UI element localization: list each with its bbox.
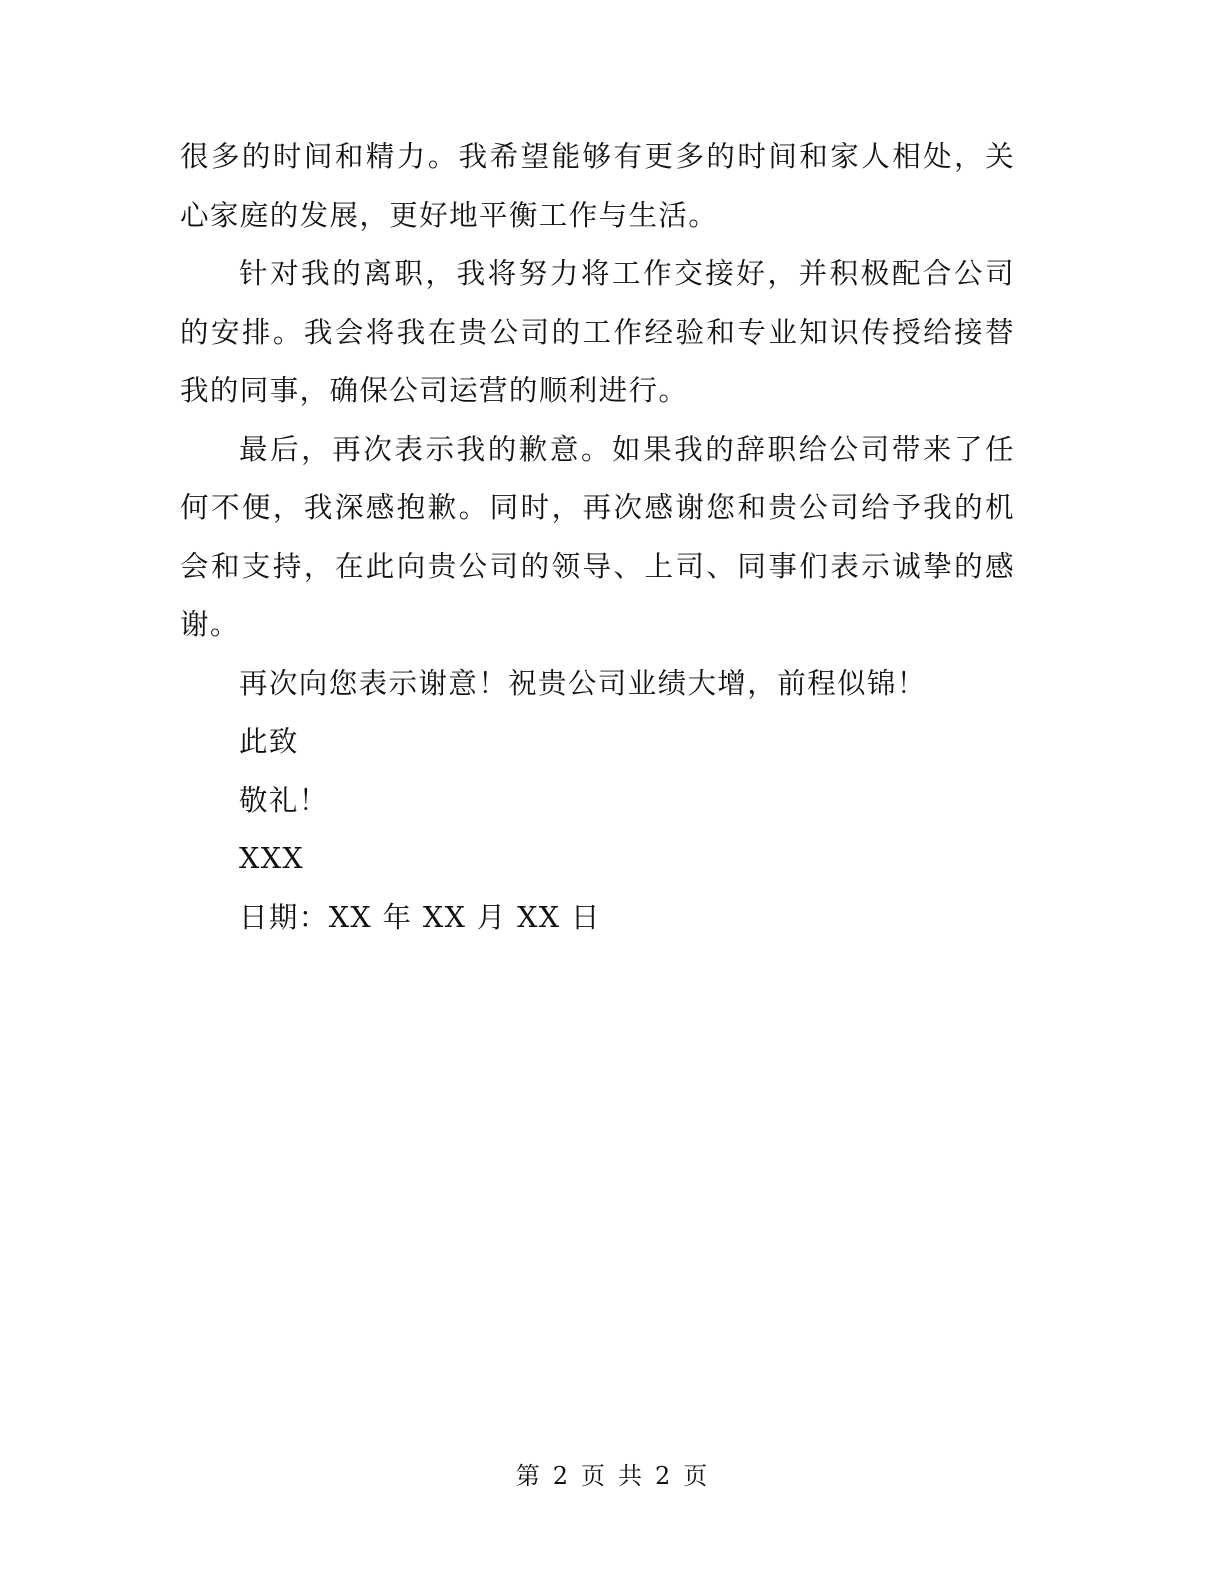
footer-current-page: 2 [552,1462,569,1490]
page-footer [0,1461,1224,1491]
paragraph-handover: 针对我的离职，我将努力将工作交接好，并积极配合公司的安排。我会将我在贵公司的工作经验和专业知识传授给接替我的同事，确保公司运营的顺利进行。 [180,257,1015,407]
footer-label-di: 第 [515,1462,541,1490]
footer-label-ye: 页 [581,1462,606,1490]
paragraph-apology: 最后，再次表示我的歉意。如果我的辞职给公司带来了任何不便，我深感抱歉。同时，再次感谢您和贵公司给予我的机会和支持，在此向贵公司的领导、上司、同事们表示诚挚的感谢。 [180,432,1015,641]
footer-label-gong: 共 [618,1462,643,1490]
footer-total-pages: 2 [655,1462,672,1490]
signature-date: 日期：XX 年 XX 月 XX 日 [239,900,601,934]
closing-salutation-1: 此致 [239,725,299,758]
paragraph-wishes: 再次向您表示谢意！祝贵公司业绩大增，前程似锦！ [239,666,927,700]
closing-salutation-2: 敬礼！ [239,783,329,817]
paragraph-continuation: 很多的时间和精力。我希望能够有更多的时间和家人相处，关心家庭的发展，更好地平衡工作与生活。 [180,140,1015,232]
signature-name: XXX [239,842,305,875]
letter-body [180,128,1015,947]
footer-label-ye2: 页 [683,1462,709,1490]
